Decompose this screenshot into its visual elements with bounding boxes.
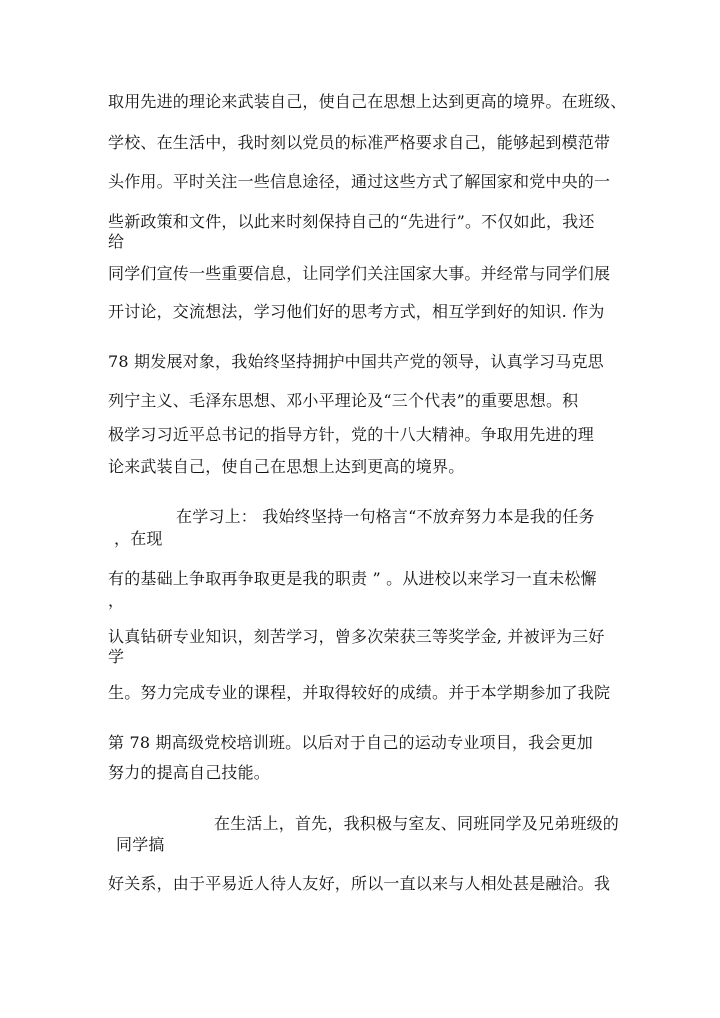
text-line: 极学习习近平总书记的指导方针，党的十八大精神。争取用先进的理 <box>108 425 595 444</box>
text-line: 取用先进的理论来武装自己，使自己在思想上达到更高的境界。在班级、 <box>108 92 627 111</box>
text-line: 78 期发展对象，我始终坚持拥护中国共产党的领导，认真学习马克思 <box>108 352 604 371</box>
text-line: 在生活上，首先，我积极与室友、同班同学及兄弟班级的 <box>214 814 620 833</box>
text-line: 学校、在生活中，我时刻以党员的标准严格要求自己，能够起到模范带 <box>108 133 611 152</box>
text-line: 列宁主义、毛泽东思想、邓小平理论及“三个代表”的重要思想。积 <box>108 391 579 410</box>
text-line: 论来武装自己，使自己在思想上达到更高的境界。 <box>108 457 465 476</box>
text-line: 第 78 期高级党校培训班。以后对于自己的运动专业项目，我会更加 <box>108 733 593 752</box>
text-line: 有的基础上争取再争取更是我的职责 ” 。从进校以来学习一直未松懈 <box>108 569 597 588</box>
text-line: 同学们宣传一些重要信息，让同学们关注国家大事。并经常与同学们展 <box>108 264 611 283</box>
text-line: 在学习上： 我始终坚持一句格言“不放弃努力本是我的任务 <box>176 507 595 526</box>
text-line: ，在现 <box>114 529 163 548</box>
text-line: 些新政策和文件，以此来时刻保持自己的“先进行”。不仅如此，我还 <box>108 212 595 231</box>
text-line: 认真钻研专业知识，刻苦学习，曾多次荣获三等奖学金, 并被评为三好 <box>108 627 605 646</box>
text-line: 同学搞 <box>116 835 165 854</box>
text-line: 头作用。平时关注一些信息途径，通过这些方式了解国家和党中央的一 <box>108 172 611 191</box>
text-line: ， <box>108 591 125 610</box>
text-line: 好关系，由于平易近人待人友好，所以一直以来与人相处甚是融洽。我 <box>108 874 611 893</box>
text-line: 努力的提高自己技能。 <box>108 763 271 782</box>
text-line: 学 <box>108 647 125 666</box>
text-line: 生。努力完成专业的课程，并取得较好的成绩。并于本学期参加了我院 <box>108 683 611 702</box>
text-line: 开讨论，交流想法，学习他们好的思考方式，相互学到好的知识. 作为 <box>108 302 605 321</box>
text-line: 给 <box>108 232 125 251</box>
